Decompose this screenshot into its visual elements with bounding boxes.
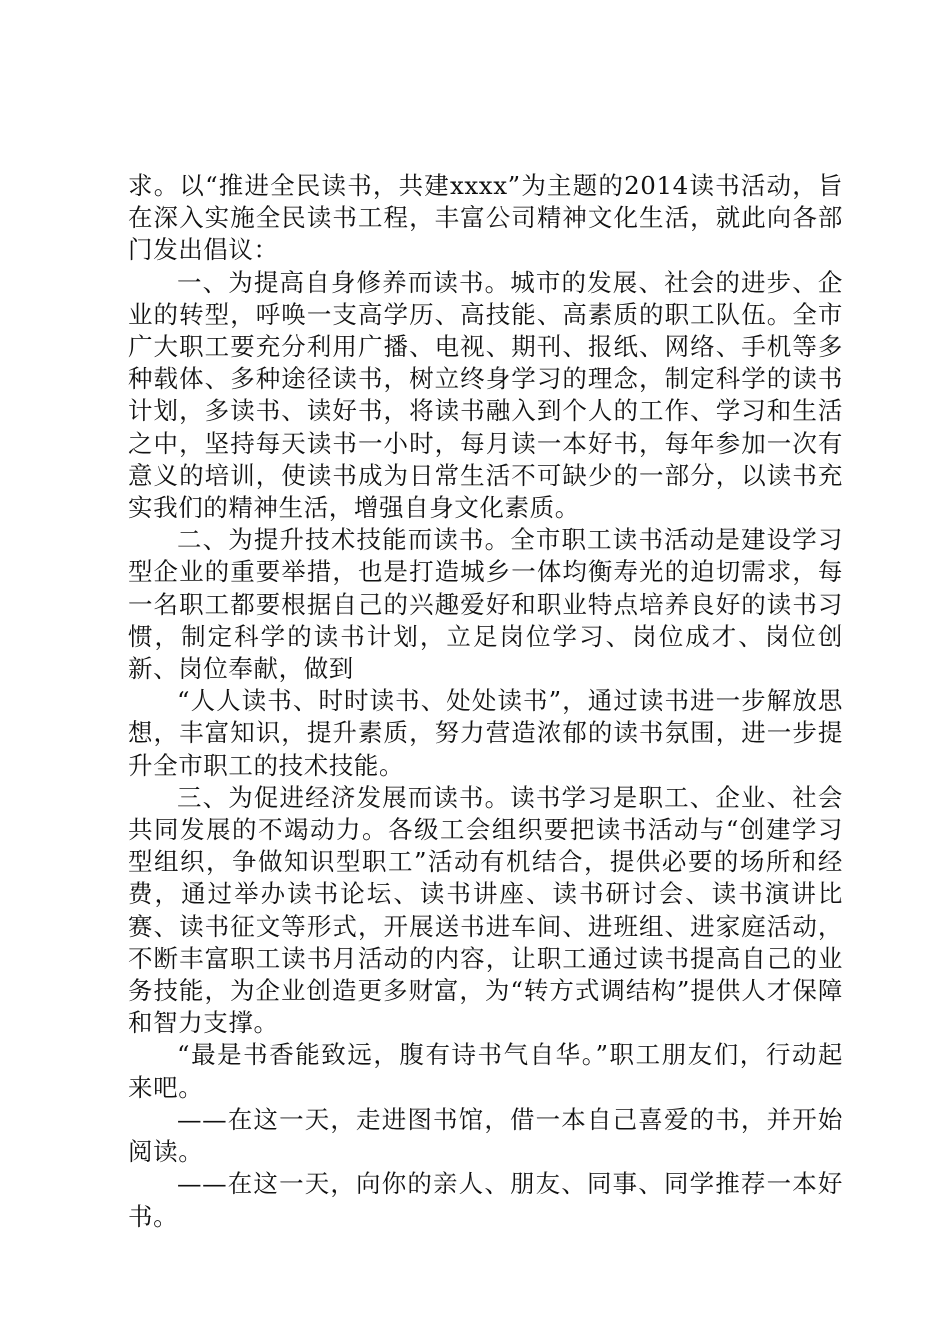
paragraph-section-one: 一、为提高自身修养而读书。城市的发展、社会的进步、企业的转型，呼唤一支高学历、高技能、高素质的职工队伍。全市广大职工要充分利用广播、电视、期刊、报纸、网络、手机等多种载体、多种途径读书，树立终身学习的理念，制定科学的读书计划，多读书、读好书，将读书融入到个人的工作、学习和生活之中，坚持每天读书一小时，每月读一本好书，每年参加一次有意义的培训，使读书成为日常生活不可缺少的一部分，以读书充实我们的精神生活，增强自身文化素质。 xyxy=(128,267,843,523)
paragraph-section-three: 三、为促进经济发展而读书。读书学习是职工、企业、社会共同发展的不竭动力。各级工会组织要把读书活动与“创建学习型组织，争做知识型职工”活动有机结合，提供必要的场所和经费，通过举办读书论坛、读书讲座、读书研讨会、读书演讲比赛、读书征文等形式，开展送书进车间、进班组、进家庭活动，不断丰富职工读书月活动的内容，让职工通过读书提高自己的业务技能，为企业创造更多财富，为“转方式调结构”提供人才保障和智力支撑。 xyxy=(128,782,843,1038)
paragraph-section-two-continued: “人人读书、时时读书、处处读书”，通过读书进一步解放思想，丰富知识，提升素质，努力营造浓郁的读书氛围，进一步提升全市职工的技术技能。 xyxy=(128,686,843,780)
paragraph-recommend-book: ——在这一天，向你的亲人、朋友、同事、同学推荐一本好书。 xyxy=(128,1169,843,1231)
paragraph-library-visit: ——在这一天，走进图书馆，借一本自己喜爱的书，并开始阅读。 xyxy=(128,1104,843,1167)
paragraph-section-two: 二、为提升技术技能而读书。全市职工读书活动是建设学习型企业的重要举措，也是打造城乡一体均衡寿光的迫切需求，每一名职工都要根据自己的兴趣爱好和职业特点培养良好的读书习惯，制定科学的读书计划，立足岗位学习、岗位成才、岗位创新、岗位奉献，做到 xyxy=(128,525,843,684)
paragraph-intro-continuation: 求。以“推进全民读书，共建xxxx”为主题的2014读书活动，旨在深入实施全民读书工程，丰富公司精神文化生活，就此向各部门发出倡议： xyxy=(128,171,843,265)
paragraph-call-to-action: “最是书香能致远，腹有诗书气自华。”职工朋友们，行动起来吧。 xyxy=(128,1040,843,1102)
document-body xyxy=(128,170,843,1233)
